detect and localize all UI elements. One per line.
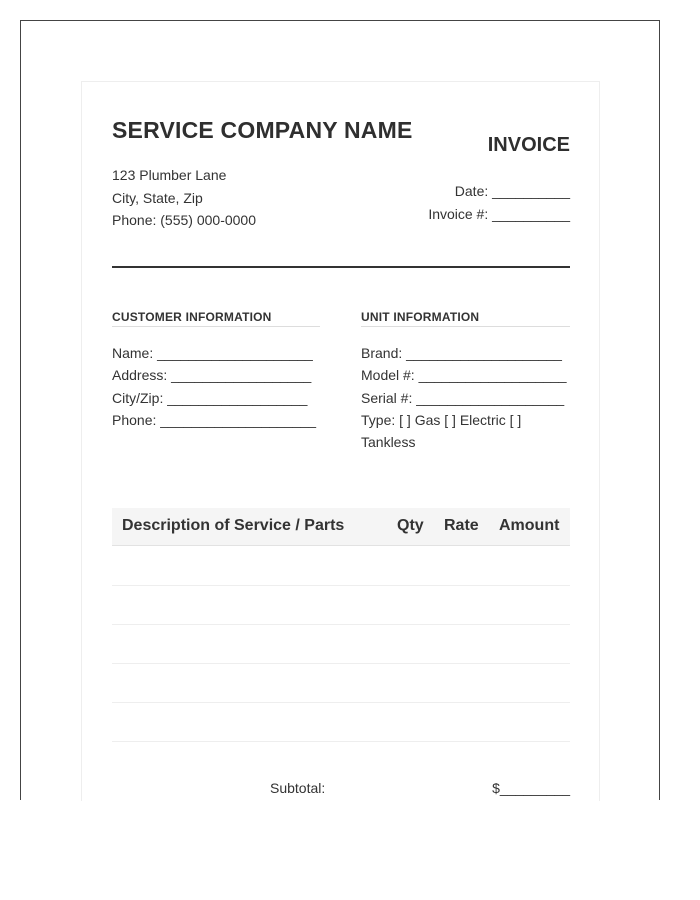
unit-serial-field[interactable]: Serial #: ___________________ bbox=[361, 390, 565, 406]
column-qty: Qty bbox=[397, 517, 424, 534]
address-line-2: City, State, Zip bbox=[112, 190, 203, 206]
date-field[interactable]: Date: __________ bbox=[454, 183, 570, 199]
header-divider bbox=[112, 266, 570, 268]
table-row[interactable] bbox=[112, 624, 570, 625]
unit-type-tankless[interactable]: Tankless bbox=[361, 434, 416, 450]
customer-phone-field[interactable]: Phone: ____________________ bbox=[112, 412, 316, 428]
unit-brand-field[interactable]: Brand: ____________________ bbox=[361, 345, 562, 361]
unit-info-title: UNIT INFORMATION bbox=[361, 310, 480, 324]
service-table-header bbox=[112, 508, 570, 546]
customer-info-title: CUSTOMER INFORMATION bbox=[112, 310, 272, 324]
table-row[interactable] bbox=[112, 663, 570, 664]
company-name: SERVICE COMPANY NAME bbox=[112, 117, 413, 143]
customer-name-field[interactable]: Name: ____________________ bbox=[112, 345, 313, 361]
invoice-number-field[interactable]: Invoice #: __________ bbox=[428, 206, 570, 222]
unit-model-field[interactable]: Model #: ___________________ bbox=[361, 367, 567, 383]
unit-type-field[interactable]: Type: [ ] Gas [ ] Electric [ ] bbox=[361, 412, 522, 428]
table-row[interactable] bbox=[112, 585, 570, 586]
customer-cityzip-field[interactable]: City/Zip: __________________ bbox=[112, 390, 308, 406]
table-row[interactable] bbox=[112, 702, 570, 703]
table-row[interactable] bbox=[112, 741, 570, 742]
subtotal-label: Subtotal: bbox=[270, 780, 326, 796]
column-amount: Amount bbox=[499, 517, 560, 534]
column-description: Description of Service / Parts bbox=[122, 517, 345, 534]
subtotal-value[interactable]: $_________ bbox=[492, 780, 570, 796]
unit-info-underline bbox=[361, 326, 570, 327]
page-bottom-whitespace bbox=[0, 801, 700, 900]
company-phone: Phone: (555) 000-0000 bbox=[112, 212, 256, 228]
address-line-1: 123 Plumber Lane bbox=[112, 167, 227, 183]
invoice-title: INVOICE bbox=[487, 134, 570, 156]
customer-address-field[interactable]: Address: __________________ bbox=[112, 367, 312, 383]
customer-info-underline bbox=[112, 326, 320, 327]
column-rate: Rate bbox=[444, 517, 479, 534]
